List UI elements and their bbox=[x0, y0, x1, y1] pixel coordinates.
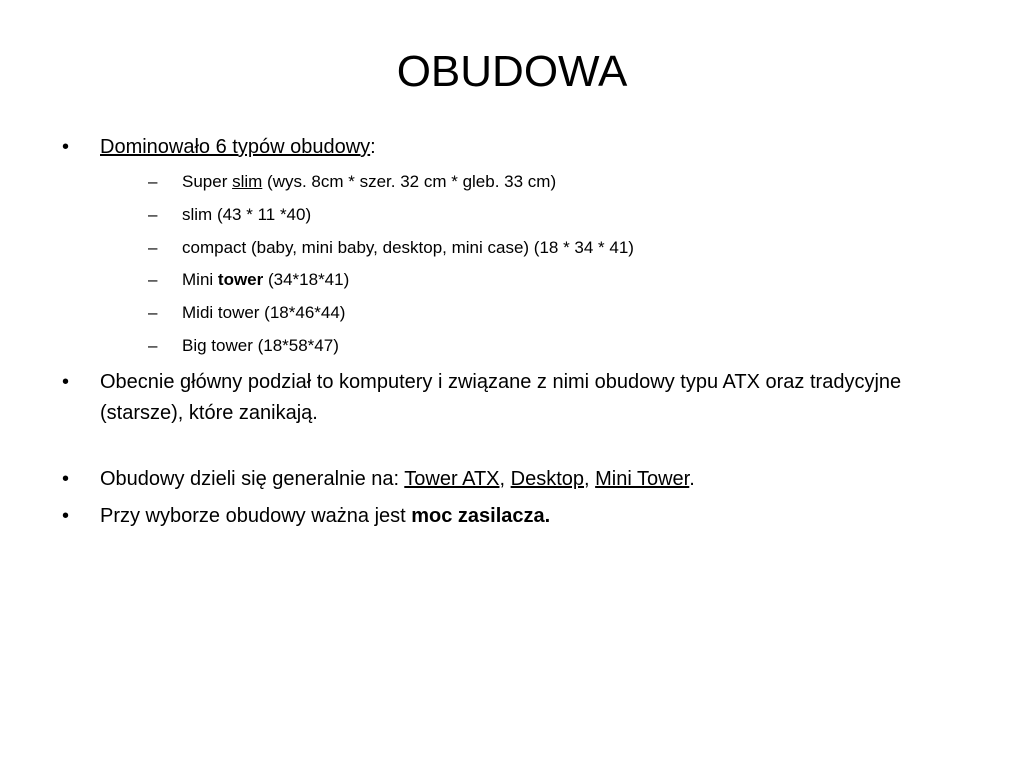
bullet-text: Przy wyborze obudowy ważna jest bbox=[100, 504, 412, 527]
sub-item-big-tower bbox=[100, 330, 962, 363]
sub-item-compact bbox=[100, 232, 962, 265]
dash-glyph: – bbox=[148, 335, 158, 355]
bullet-glyph: • bbox=[62, 136, 70, 158]
sub-item-super-slim bbox=[100, 166, 962, 199]
dash-glyph: – bbox=[148, 204, 158, 224]
sub-item-midi-tower bbox=[100, 297, 962, 330]
tower-atx-link[interactable]: Tower ATX bbox=[404, 467, 500, 490]
sub-item-text: Mini bbox=[182, 270, 218, 290]
sub-item-text: (34*18*41) bbox=[263, 270, 350, 290]
case-types-suffix: : bbox=[370, 136, 376, 158]
bullet-glyph: • bbox=[62, 467, 70, 490]
separator: , bbox=[499, 467, 511, 490]
sub-item-slim bbox=[100, 199, 962, 232]
slim-link[interactable]: slim bbox=[232, 172, 263, 191]
dash-glyph: – bbox=[148, 303, 158, 323]
slide-content bbox=[62, 132, 962, 532]
power-supply-bold: moc zasilacza. bbox=[411, 504, 551, 527]
case-types-link[interactable]: Dominowało 6 typów obudowy bbox=[100, 136, 371, 158]
slide-title: OBUDOWA bbox=[396, 47, 628, 96]
bullet-text: . bbox=[689, 467, 695, 490]
case-types-sublist bbox=[100, 166, 962, 363]
bullet-item-power-supply bbox=[62, 501, 962, 532]
bullet-item-case-types bbox=[62, 132, 962, 363]
mini-tower-link[interactable]: Mini Tower bbox=[595, 467, 690, 490]
bullet-glyph: • bbox=[62, 504, 70, 527]
sub-item-text: Big tower (18*58*47) bbox=[182, 335, 339, 355]
bullet-glyph: • bbox=[62, 370, 70, 393]
tower-bold: tower bbox=[217, 270, 264, 290]
sub-item-mini-tower bbox=[100, 264, 962, 297]
sub-item-text: Super bbox=[182, 172, 233, 191]
separator: , bbox=[584, 467, 596, 490]
dash-glyph: – bbox=[148, 172, 158, 191]
bullet-item-atx-division bbox=[62, 367, 962, 429]
sub-item-text: (wys. 8cm * szer. 32 cm * gleb. 33 cm) bbox=[262, 172, 557, 191]
sub-item-text: Midi tower (18*46*44) bbox=[182, 303, 346, 323]
dash-glyph: – bbox=[148, 270, 158, 290]
bullet-text: Obecnie główny podział to komputery i związane z nimi obudowy typu ATX oraz tradycyjne (starsze), które zanikają. bbox=[100, 370, 902, 424]
bullet-item-case-division bbox=[62, 464, 962, 495]
dash-glyph: – bbox=[148, 237, 158, 257]
desktop-link[interactable]: Desktop bbox=[510, 467, 584, 490]
sub-item-text: slim (43 * 11 *40) bbox=[182, 204, 312, 224]
sub-item-text: compact (baby, mini baby, desktop, mini case) (18 * 34 * 41) bbox=[182, 237, 634, 257]
bullet-text: Obudowy dzieli się generalnie na: bbox=[100, 467, 405, 490]
